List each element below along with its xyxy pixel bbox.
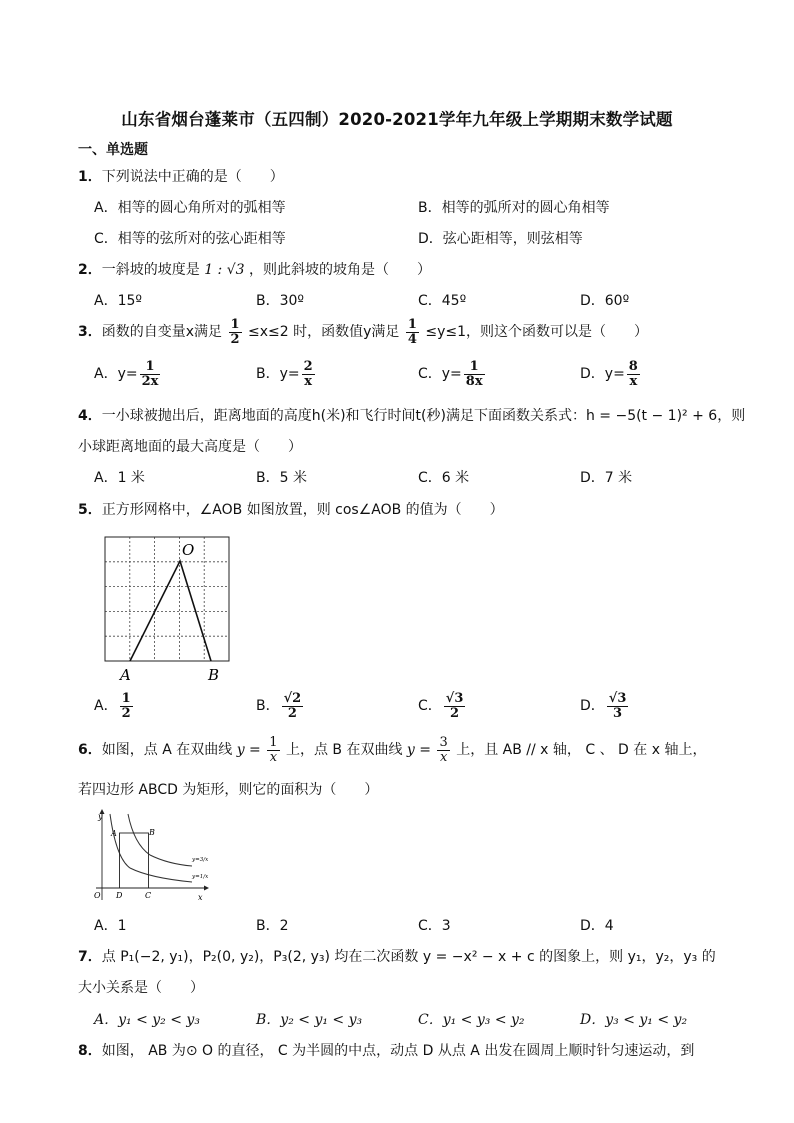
numerator: 1: [407, 317, 417, 332]
grid-border: [105, 537, 229, 661]
denominator: x: [439, 749, 448, 765]
fraction: [444, 692, 466, 720]
curve-label-3: y=3/x: [192, 857, 209, 863]
fraction: [627, 360, 640, 388]
numerator: √3: [445, 691, 464, 706]
fraction: [140, 360, 161, 388]
grid-lines: [105, 537, 229, 661]
fraction: [607, 692, 629, 720]
option-d: D．60º: [580, 293, 630, 309]
question-7-line-2: 大小关系是（ ）: [78, 980, 204, 996]
question-6: [78, 736, 706, 764]
page-title: 山东省烟台蓬莱市（五四制）2020-2021学年九年级上学期期末数学试题: [121, 110, 673, 129]
denominator: 2: [287, 705, 297, 721]
option-label: D．: [580, 698, 605, 715]
section-heading: 一、单选题: [78, 142, 148, 158]
option-b: B．30º: [256, 293, 305, 309]
numerator: √2: [283, 691, 302, 706]
curve-y-1-over-x: [110, 814, 192, 882]
question-number: 4．: [78, 408, 102, 424]
option-b: [256, 692, 305, 720]
option-label: B．y=: [256, 366, 300, 383]
option-label: B．: [256, 698, 280, 715]
question-5: [78, 499, 504, 519]
fraction: [282, 692, 304, 720]
option-label: C．y=: [418, 366, 462, 383]
option-label: A．: [94, 698, 118, 715]
question-text: 一斜坡的坡度是: [101, 262, 205, 278]
option-b: B．5 米: [256, 470, 307, 486]
angle-grid-figure: [98, 530, 238, 685]
label-x: x: [198, 893, 203, 902]
numerator: 2: [303, 359, 313, 374]
slope-ratio: 1 : √3: [204, 262, 245, 278]
label-a: A: [111, 829, 117, 838]
label-c: C: [145, 891, 152, 900]
option-label: C．: [418, 698, 442, 715]
denominator: x: [304, 373, 313, 389]
label-y: y: [98, 812, 103, 821]
question-text: ≤x≤2 时，函数值y满足: [243, 324, 404, 341]
option-a: A．15º: [94, 293, 142, 309]
numerator: 1: [230, 317, 240, 332]
question-4-line-2: 小球距离地面的最大高度是（ ）: [78, 439, 302, 455]
option-d: D．弦心距相等，则弦相等: [418, 231, 583, 247]
option-b: B．y₂ < y₁ < y₃: [256, 1012, 363, 1028]
label-o: O: [94, 891, 101, 900]
option-c: C．相等的弦所对的弦心距相等: [94, 231, 286, 247]
question-text: 下列说法中正确的是（ ）: [101, 169, 284, 185]
option-d: D．y₃ < y₁ < y₂: [580, 1012, 688, 1028]
numerator: 8: [628, 359, 638, 374]
numerator: √3: [608, 691, 627, 706]
option-a: [94, 692, 135, 720]
question-8: [78, 1040, 694, 1060]
option-b: [256, 360, 317, 388]
option-c: [418, 692, 467, 720]
option-a: A．相等的圆心角所对的弧相等: [94, 200, 286, 216]
denominator: x: [269, 749, 278, 765]
option-c: [418, 360, 487, 388]
question-number: 8．: [78, 1043, 102, 1059]
rectangle-abcd: [120, 833, 149, 888]
question-3: [78, 318, 648, 346]
equation-prefix: y =: [236, 742, 266, 759]
option-c: C．y₁ < y₃ < y₂: [418, 1012, 525, 1028]
option-d: [580, 360, 642, 388]
option-c: C．3: [418, 918, 451, 934]
option-d: D．7 米: [580, 470, 633, 486]
hyperbola-figure: [92, 808, 214, 904]
question-number: 2．: [78, 262, 102, 278]
question-text: 一小球被抛出后，距离地面的高度h(米)和飞行时间t(秒)满足下面函数关系式：h = −5(t − 1)² + 6，则: [101, 408, 746, 424]
question-1: [78, 166, 284, 186]
question-text: 上，且 AB // x 轴， C 、 D 在 x 轴上，: [451, 742, 707, 759]
option-d: D．4: [580, 918, 614, 934]
numerator: 3: [439, 735, 448, 750]
question-2: [78, 259, 431, 279]
fraction: [120, 692, 133, 720]
option-a: A．y₁ < y₂ < y₃: [94, 1012, 200, 1028]
option-label: D．y=: [580, 366, 625, 383]
label-b: B: [208, 666, 220, 684]
x-arrow: [204, 886, 209, 891]
option-a: A．1: [94, 918, 127, 934]
question-text: 点 P₁(−2, y₁)，P₂(0, y₂)，P₃(2, y₃) 均在二次函数 y = −x² − x + c 的图象上，则 y₁，y₂，y₃ 的: [101, 949, 716, 965]
denominator: 8x: [465, 373, 483, 389]
denominator: 3: [613, 705, 623, 721]
option-c: C．6 米: [418, 470, 470, 486]
question-text: 函数的自变量x满足: [101, 324, 227, 341]
denominator: x: [629, 373, 638, 389]
question-number: 7．: [78, 949, 102, 965]
question-text: ，则此斜坡的坡角是（ ）: [244, 262, 432, 278]
fraction: [302, 360, 315, 388]
fraction: [406, 318, 419, 346]
option-b: B．相等的弧所对的圆心角相等: [418, 200, 610, 216]
curve-y-3-over-x: [128, 814, 192, 866]
curve-label-1: y=1/x: [192, 874, 209, 880]
fraction: [267, 736, 279, 764]
numerator: 1: [140, 360, 161, 375]
question-text: 上，点 B 在双曲线: [281, 742, 407, 759]
denominator: 4: [407, 331, 417, 347]
option-b: B．2: [256, 918, 289, 934]
question-text: 如图， AB 为⊙ O 的直径， C 为半圆的中点，动点 D 从点 A 出发在圆周上顺时针匀速运动，到: [101, 1043, 695, 1059]
equation-prefix: y =: [406, 742, 436, 759]
option-label: A．y=: [94, 366, 138, 383]
question-number: 1．: [78, 169, 102, 185]
numerator: 1: [464, 360, 485, 375]
label-a: A: [120, 666, 131, 684]
denominator: 2: [230, 331, 240, 347]
option-c: C．45º: [418, 293, 467, 309]
question-text: 正方形网格中，∠AOB 如图放置，则 cos∠AOB 的值为（ ）: [101, 502, 504, 518]
question-text: 如图，点 A 在双曲线: [101, 742, 237, 759]
numerator: 1: [269, 735, 278, 750]
denominator: 2x: [141, 373, 159, 389]
label-b: B: [149, 828, 155, 837]
question-number: 5．: [78, 502, 102, 518]
question-number: 6．: [78, 742, 102, 759]
question-4: [78, 405, 745, 425]
label-o: O: [182, 541, 195, 559]
fraction: [437, 736, 449, 764]
question-number: 3．: [78, 324, 102, 341]
option-d: [580, 692, 630, 720]
question-text: ≤y≤1，则这个函数可以是（ ）: [420, 324, 648, 341]
fraction: [229, 318, 242, 346]
denominator: 2: [450, 705, 460, 721]
fraction: [464, 360, 485, 388]
option-a: [94, 360, 162, 388]
numerator: 1: [121, 691, 131, 706]
question-7: [78, 946, 716, 966]
denominator: 2: [121, 705, 131, 721]
label-d: D: [116, 891, 123, 900]
option-a: A．1 米: [94, 470, 145, 486]
question-6-line-2: 若四边形 ABCD 为矩形，则它的面积为（ ）: [78, 782, 379, 798]
